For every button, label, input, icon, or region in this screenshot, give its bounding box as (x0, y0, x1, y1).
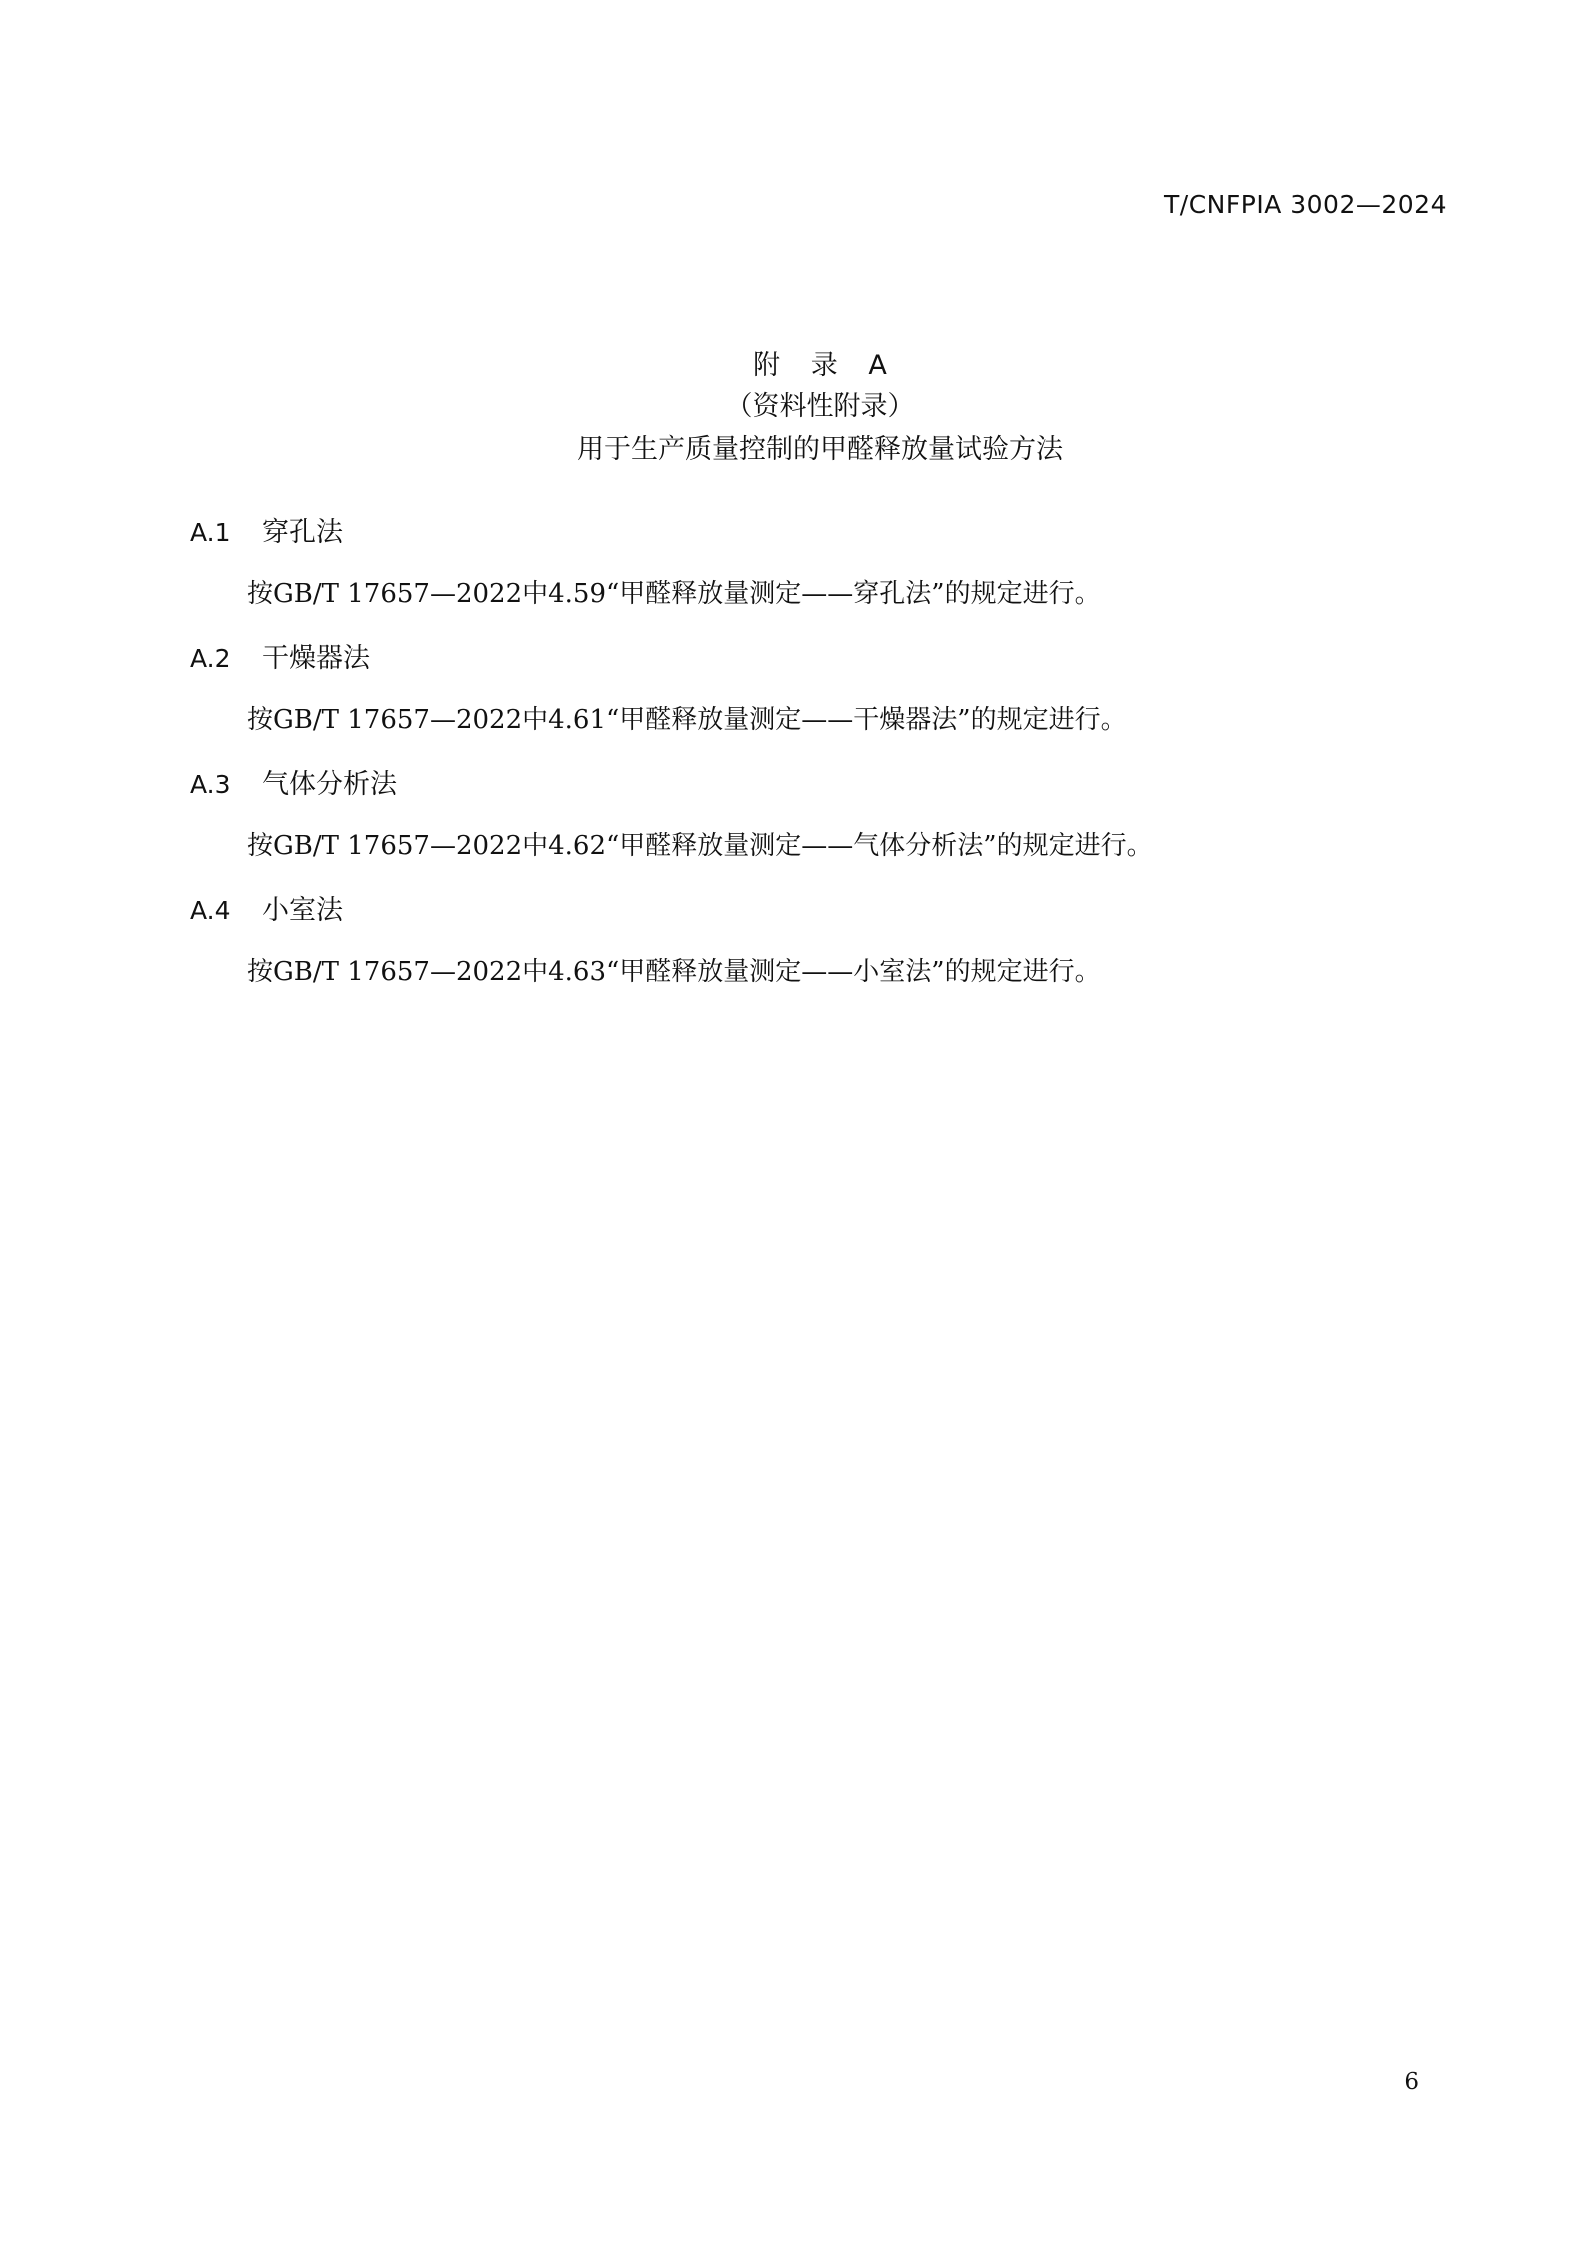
appendix-type: （资料性附录） (725, 391, 915, 422)
clause-heading-a2 (190, 636, 370, 675)
clause-heading-a4 (190, 888, 343, 927)
clause-text-a1: 按GB/T 17657—2022中4.59“甲醛释放量测定——穿孔法”的规定进行。 (247, 579, 1101, 609)
clause-number: A.1 (190, 518, 231, 547)
page-number: 6 (1404, 2069, 1419, 2095)
clause-number: A.2 (190, 644, 231, 673)
clause-title: 气体分析法 (262, 769, 397, 800)
clause-title: 穿孔法 (262, 517, 343, 548)
clause-text-a3: 按GB/T 17657—2022中4.62“甲醛释放量测定——气体分析法”的规定进行。 (247, 831, 1153, 861)
clause-title: 小室法 (262, 895, 343, 926)
appendix-heading: 用于生产质量控制的甲醛释放量试验方法 (577, 434, 1063, 465)
clause-number: A.3 (190, 770, 231, 799)
clause-text-a4: 按GB/T 17657—2022中4.63“甲醛释放量测定——小室法”的规定进行。 (247, 957, 1101, 987)
clause-title: 干燥器法 (262, 643, 370, 674)
clause-number: A.4 (190, 896, 231, 925)
appendix-title: 附 录 A (753, 350, 887, 381)
document-code: T/CNFPIA 3002—2024 (1164, 190, 1447, 219)
clause-text-a2: 按GB/T 17657—2022中4.61“甲醛释放量测定——干燥器法”的规定进行。 (247, 705, 1127, 735)
clause-heading-a3 (190, 762, 397, 801)
clause-heading-a1 (190, 510, 343, 549)
